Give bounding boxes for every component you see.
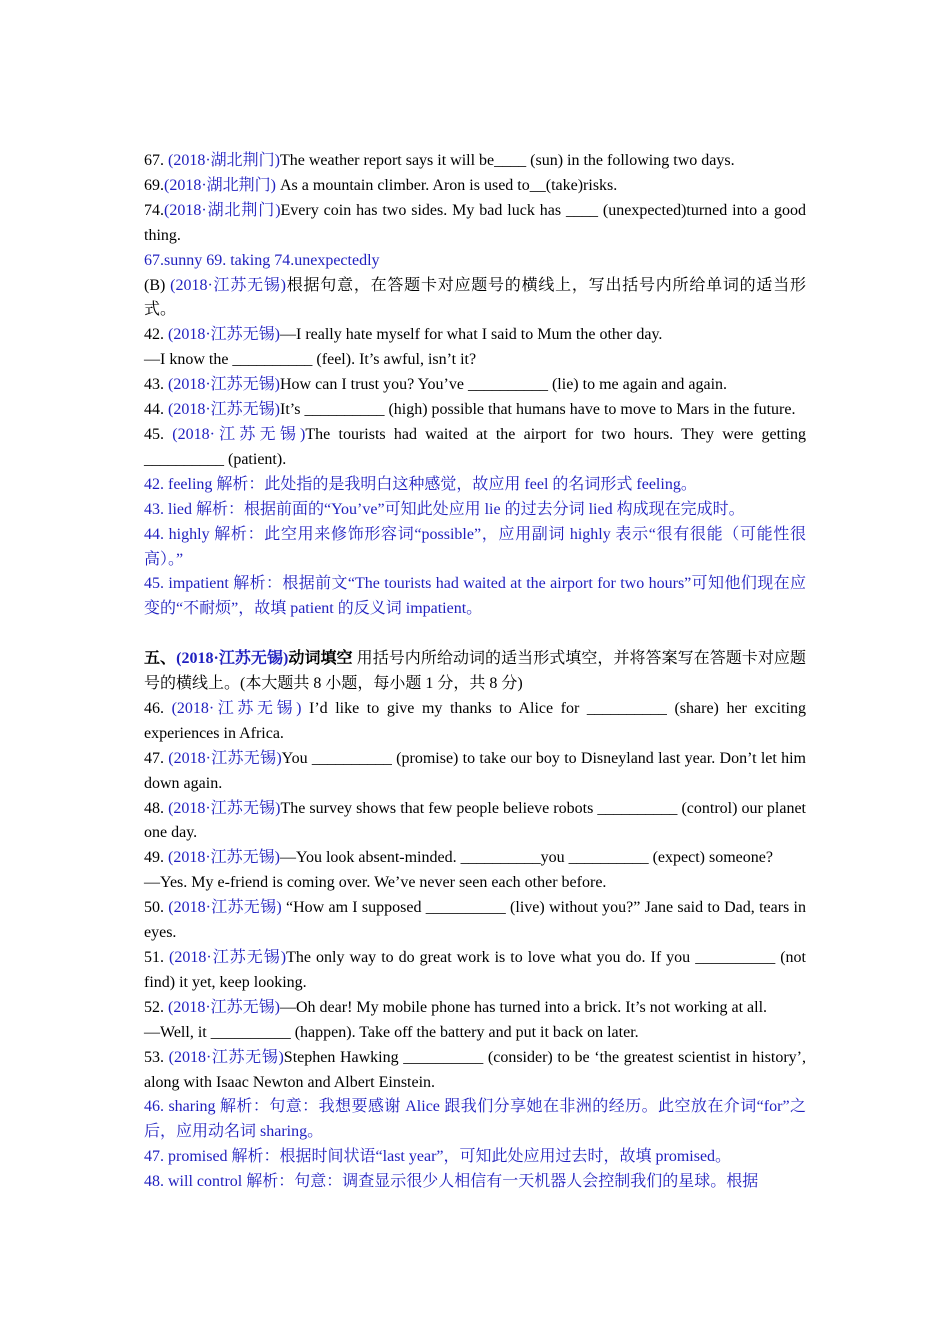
source-tag: (2018·江苏无锡) xyxy=(168,799,281,817)
text-run: 46. xyxy=(144,699,172,717)
source-tag: 43. lied 解析：根据前面的“You’ve”可知此处应用 lie 的过去分词 lied 构成现在完成时。 xyxy=(144,500,745,518)
text-line xyxy=(144,274,806,324)
text-run: 74. xyxy=(144,201,164,219)
text-run: Every coin has two sides. My bad luck has ____ (unexpected)turned into a good thing. xyxy=(144,201,806,244)
text-line xyxy=(144,572,806,622)
source-tag: 48. will control 解析：句意：调查显示很少人相信有一天机器人会控制我们的星球。根据 xyxy=(144,1173,759,1191)
text-run: 51. xyxy=(144,948,170,966)
text-line xyxy=(144,946,806,996)
source-tag: 45. impatient 解析：根据前文“The tourists had waited at the airport for two hours”可知他们现在应变的“不耐烦”，故填 patient 的反义词 impatient。 xyxy=(144,575,806,618)
text-run: 53. xyxy=(144,1048,169,1066)
text-run: 动词填空 xyxy=(288,650,353,668)
document-page xyxy=(144,149,806,1195)
text-run: —I really hate myself for what I said to Mum the other day. xyxy=(280,326,663,344)
text-line xyxy=(144,323,806,348)
text-line xyxy=(144,647,806,697)
text-run: 49. xyxy=(144,849,168,867)
text-run: 48. xyxy=(144,799,169,817)
text-run: As a mountain climber. Aron is used to__(take)risks. xyxy=(276,176,618,194)
source-tag: (2018·湖北荆门) xyxy=(164,176,276,194)
text-line xyxy=(144,697,806,747)
blank-line xyxy=(144,622,806,647)
text-line xyxy=(144,846,806,871)
text-run: It’s __________ (high) possible that humans have to move to Mars in the future. xyxy=(280,401,796,419)
text-line xyxy=(144,523,806,573)
text-run: 52. xyxy=(144,998,168,1016)
text-line xyxy=(144,996,806,1021)
text-run: 五、 xyxy=(144,650,177,668)
text-line xyxy=(144,398,806,423)
source-tag: (2018·湖北荆门) xyxy=(168,152,280,169)
text-run: How can I trust you? You’ve __________ (lie) to me again and again. xyxy=(280,376,728,394)
source-tag: 67.sunny 69. taking 74.unexpectedly xyxy=(144,251,380,269)
text-line xyxy=(144,498,806,523)
text-run: 45. xyxy=(144,425,173,443)
text-run: —Oh dear! My mobile phone has turned into a brick. It’s not working at all. xyxy=(280,998,768,1016)
text-line xyxy=(144,1145,806,1170)
text-run: You __________ (promise) to take our boy to Disneyland last year. Don’t let him down again. xyxy=(144,749,806,792)
text-run: —Well, it __________ (happen). Take off the battery and put it back on later. xyxy=(144,1023,639,1041)
source-tag: (2018·湖北荆门) xyxy=(164,201,281,219)
text-line xyxy=(144,423,806,473)
text-run: The only way to do great work is to love what you do. If you __________ (not find) it yet, keep looking. xyxy=(144,948,806,991)
text-line xyxy=(144,1095,806,1145)
source-tag: (2018·江苏无锡) xyxy=(168,326,280,344)
text-run: 44. xyxy=(144,401,168,419)
text-line xyxy=(144,199,806,249)
text-run: 47. xyxy=(144,749,169,767)
text-line xyxy=(144,174,806,199)
source-tag: 42. feeling 解析：此处指的是我明白这种感觉，故应用 feel 的名词形式 feeling。 xyxy=(144,475,697,493)
source-tag: (2018·江苏无锡) xyxy=(169,948,287,966)
text-line xyxy=(144,896,806,946)
source-tag: 44. highly 解析：此空用来修饰形容词“possible”，应用副词 highly 表示“很有很能（可能性很高）。” xyxy=(144,525,806,568)
source-tag: (2018·江苏无锡) xyxy=(171,699,302,717)
source-tag: (2018·江苏无锡) xyxy=(168,1048,284,1066)
text-run: 根据句意，在答题卡对应题号的横线上，写出括号内所给单词的适当形式。 xyxy=(144,276,806,319)
source-tag: 46. sharing 解析：句意：我想要感谢 Alice 跟我们分享她在非洲的经历。此空放在介词“for”之后，应用动名词 sharing。 xyxy=(144,1098,806,1141)
text-line xyxy=(144,348,806,373)
text-line xyxy=(144,747,806,797)
text-line xyxy=(144,1170,806,1195)
source-tag: (2018·江苏无锡) xyxy=(168,849,280,867)
text-run: 67. xyxy=(144,152,168,169)
source-tag: 47. promised 解析：根据时间状语“last year”，可知此处应用过去时，故填 promised。 xyxy=(144,1148,732,1166)
text-line xyxy=(144,797,806,847)
source-tag: (2018·江苏无锡) xyxy=(168,401,280,419)
text-line xyxy=(144,149,806,174)
text-run: The weather report says it will be____ (sun) in the following two days. xyxy=(280,152,735,169)
source-tag: (2018·江苏无锡) xyxy=(176,650,289,668)
text-run: Stephen Hawking __________ (consider) to be ‘the greatest scientist in history’, along with Isaac Newton and Albert Einstein. xyxy=(144,1048,807,1091)
text-run: —You look absent-minded. __________you __________ (expect) someone? xyxy=(280,849,773,867)
source-tag: (2018·江苏无锡) xyxy=(168,998,280,1016)
text-run: —Yes. My e-friend is coming over. We’ve never seen each other before. xyxy=(144,874,607,892)
text-line xyxy=(144,871,806,896)
text-run: 69. xyxy=(144,176,164,194)
text-run: 43. xyxy=(144,376,168,394)
text-run: I’d like to give my thanks to Alice for __________ (share) her exciting experiences in Africa. xyxy=(144,699,806,742)
text-run: The tourists had waited at the airport for two hours. They were getting __________ (patient). xyxy=(144,425,806,468)
text-run: The survey shows that few people believe robots __________ (control) our planet one day. xyxy=(144,799,806,842)
text-line xyxy=(144,1046,806,1096)
source-tag: (2018·江苏无锡) xyxy=(168,376,280,394)
text-run: “How am I supposed __________ (live) without you?” Jane said to Dad, tears in eyes. xyxy=(144,899,806,942)
source-tag: (2018·江苏无锡) xyxy=(168,749,282,767)
text-line xyxy=(144,473,806,498)
text-line xyxy=(144,373,806,398)
text-line xyxy=(144,249,806,274)
text-run: 用括号内所给动词的适当形式填空，并将答案写在答题卡对应题号的横线上。(本大题共 8 小题，每小题 1 分，共 8 分) xyxy=(144,650,806,693)
text-run: —I know the __________ (feel). It’s awful, isn’t it? xyxy=(144,351,477,369)
source-tag: (2018·江苏无锡) xyxy=(168,899,282,917)
text-run: (B) xyxy=(144,276,171,294)
text-line xyxy=(144,1021,806,1046)
text-run: 42. xyxy=(144,326,168,344)
source-tag: (2018·江苏无锡) xyxy=(172,425,306,443)
text-run: 50. xyxy=(144,899,169,917)
source-tag: (2018·江苏无锡) xyxy=(170,276,286,294)
